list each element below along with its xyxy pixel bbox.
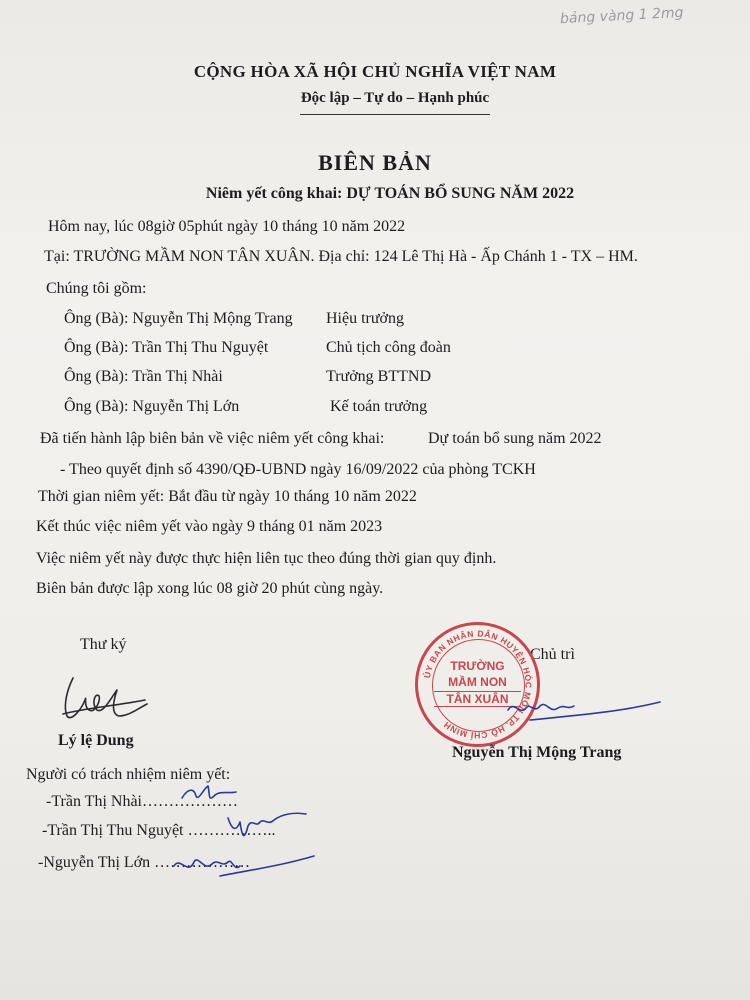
- stamp-line-3: TÂN XUÂN: [434, 691, 521, 707]
- secretary-name: Lý lệ Dung: [58, 732, 134, 749]
- secretary-label: Thư ký: [80, 636, 127, 653]
- responsible-signature-3: [170, 846, 320, 886]
- chair-signature: [500, 690, 670, 745]
- chair-label: Chủ trì: [530, 646, 575, 663]
- line-end: Kết thúc việc niêm yết vào ngày 9 tháng 01 năm 2023: [36, 518, 383, 535]
- member-name-3: Ông (Bà): Trần Thị Nhài: [64, 368, 223, 385]
- line-closed: Biên bản được lập xong lúc 08 giờ 20 phút cùng ngày.: [36, 580, 384, 597]
- member-name-1: Ông (Bà): Nguyễn Thị Mộng Trang: [64, 310, 293, 327]
- members-intro: Chúng tôi gồm:: [46, 280, 147, 297]
- svg-text:ỦY BAN NHÂN DÂN HUYỆN HÓC MÔN: ỦY BAN NHÂN DÂN HUYỆN HÓC MÔN TP. HỒ CHÍ MINH: [421, 628, 534, 741]
- responsible-signature-1: [178, 780, 248, 810]
- responsible-signature-2: [222, 808, 312, 848]
- member-role-3: Trưởng BTTND: [326, 368, 431, 385]
- responsible-label: Người có trách nhiệm niêm yết:: [26, 766, 231, 783]
- motto-underline: [300, 114, 490, 115]
- member-role-1: Hiệu trưởng: [326, 310, 405, 327]
- handwritten-note: bảng vàng 1 2mg: [559, 4, 684, 28]
- member-name-4: Ông (Bà): Nguyễn Thị Lớn: [64, 398, 240, 415]
- chair-name: Nguyễn Thị Mộng Trang: [452, 744, 622, 761]
- national-motto: Độc lập – Tự do – Hạnh phúc: [300, 90, 490, 106]
- stamp-line-2: MẦM NON: [448, 675, 507, 689]
- line-done-value: Dự toán bổ sung năm 2022: [428, 430, 602, 447]
- line-place: Tại: TRƯỜNG MẦM NON TÂN XUÂN. Địa chỉ: 124 Lê Thị Hà - Ấp Chánh 1 - TX – HM.: [44, 248, 638, 265]
- document-subtitle: Niêm yết công khai: DỰ TOÁN BỔ SUNG NĂM 2022: [205, 185, 575, 202]
- member-role-2: Chủ tịch công đoàn: [326, 339, 451, 356]
- secretary-signature: [55, 670, 165, 725]
- member-role-4: Kế toán trưởng: [330, 398, 428, 415]
- line-continuous: Việc niêm yết này được thực hiện liên tục theo đúng thời gian quy định.: [36, 550, 497, 567]
- responsible-person-2: -Trần Thị Thu Nguyệt ……………..: [42, 822, 276, 839]
- line-done-label: Đã tiến hành lập biên bản về việc niêm yết công khai:: [40, 430, 385, 447]
- responsible-person-1: -Trần Thị Nhài………………: [46, 793, 238, 810]
- responsible-person-3: -Nguyễn Thị Lớn ………………: [38, 854, 251, 871]
- document-title: BIÊN BẢN: [318, 150, 432, 175]
- line-start: Thời gian niêm yết: Bắt đầu từ ngày 10 tháng 10 năm 2022: [38, 488, 417, 505]
- member-name-2: Ông (Bà): Trần Thị Thu Nguyệt: [64, 339, 269, 356]
- stamp-line-1: TRƯỜNG: [450, 659, 505, 673]
- line-decision: - Theo quyết định số 4390/QĐ-UBND ngày 16/09/2022 của phòng TCKH: [60, 461, 536, 478]
- country-header: CỘNG HÒA XÃ HỘI CHỦ NGHĨA VIỆT NAM: [193, 62, 557, 81]
- line-time: Hôm nay, lúc 08giờ 05phút ngày 10 tháng 10 năm 2022: [48, 218, 406, 235]
